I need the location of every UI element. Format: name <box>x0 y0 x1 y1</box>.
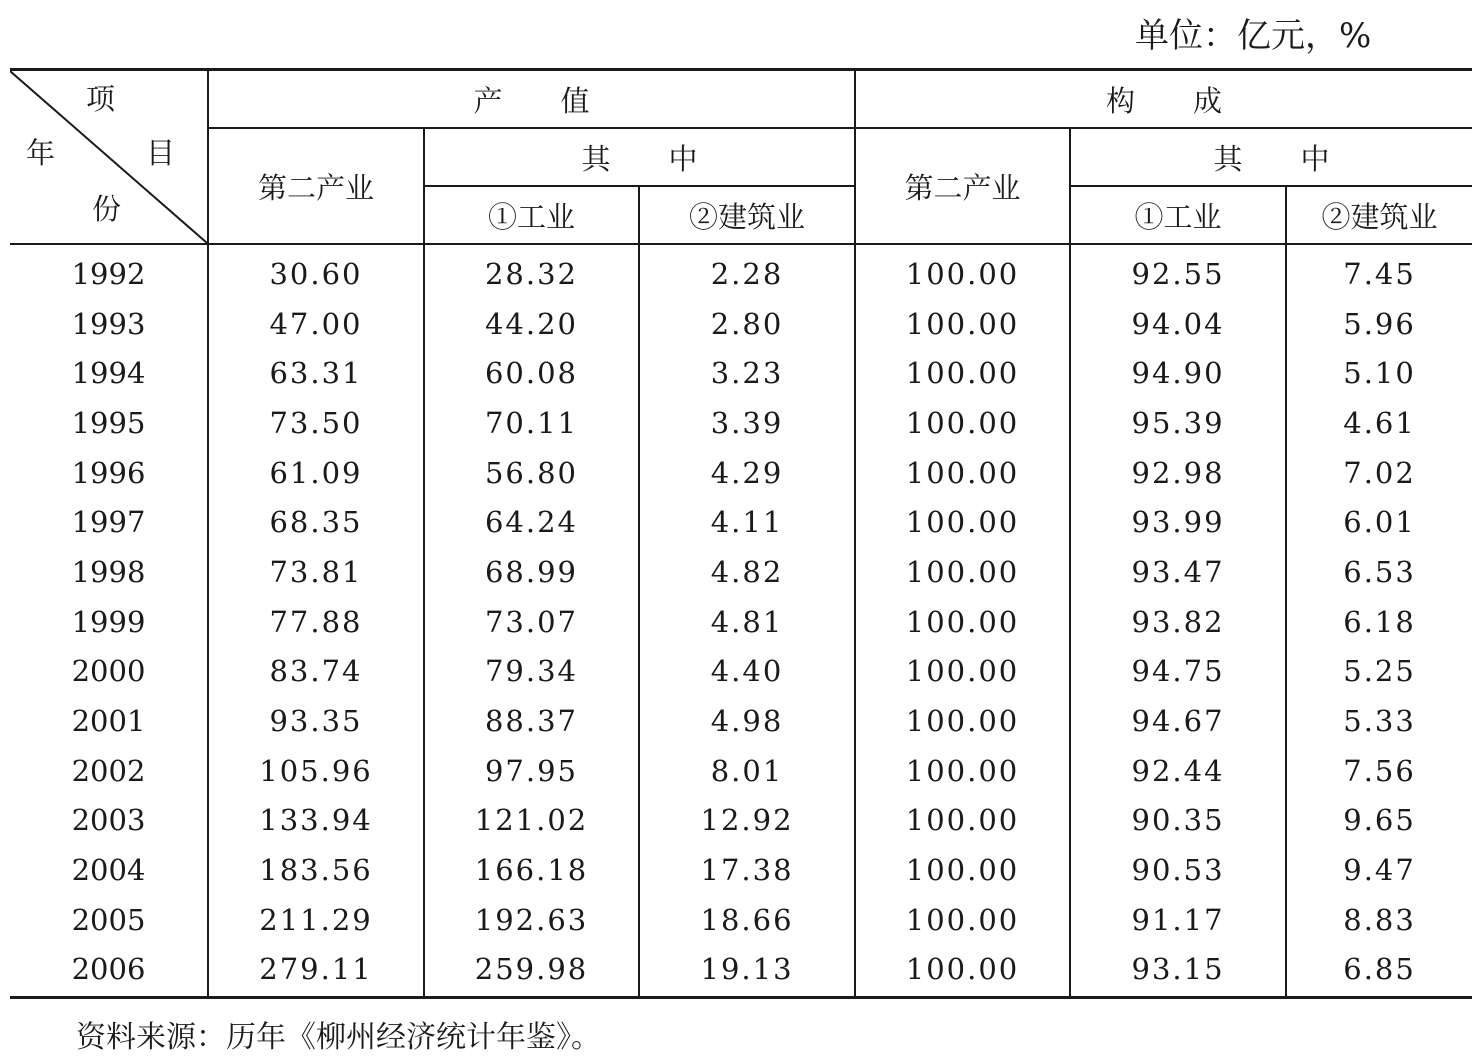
structure-secondary-cell: 100.00 <box>855 796 1070 846</box>
output-secondary-cell: 105.96 <box>208 746 424 796</box>
corner-label-year: 年 <box>26 136 56 170</box>
output-industry-cell: 88.37 <box>424 696 639 746</box>
structure-secondary-cell: 100.00 <box>855 895 1070 945</box>
structure-industry-cell: 94.67 <box>1070 696 1286 746</box>
year-cell: 2001 <box>10 696 208 746</box>
structure-secondary-cell: 100.00 <box>855 547 1070 597</box>
structure-secondary-cell: 100.00 <box>855 845 1070 895</box>
output-secondary-cell: 61.09 <box>208 448 424 498</box>
output-industry-header: ①工业 <box>424 186 639 244</box>
source-note: 资料来源：历年《柳州经济统计年鉴》。 <box>76 1020 601 1055</box>
structure-secondary-cell: 100.00 <box>855 497 1070 547</box>
output-construction-header: ②建筑业 <box>639 186 855 244</box>
year-cell: 2003 <box>10 796 208 846</box>
structure-secondary-cell: 100.00 <box>855 348 1070 398</box>
structure-industry-cell: 92.98 <box>1070 448 1286 498</box>
year-cell: 1992 <box>10 244 208 299</box>
structure-construction-cell: 5.33 <box>1343 704 1416 739</box>
output-industry-cell: 121.02 <box>424 796 639 846</box>
structure-secondary-cell: 100.00 <box>855 448 1070 498</box>
table-row <box>10 647 1472 697</box>
output-secondary-cell: 279.11 <box>208 945 424 998</box>
unit-label: 单位：亿元，% <box>1135 16 1372 56</box>
structure-group-header: 构 成 <box>855 70 1472 129</box>
structure-industry-cell: 94.04 <box>1070 299 1286 349</box>
corner-label-mu: 目 <box>146 136 176 170</box>
structure-construction-cell: 6.53 <box>1343 554 1416 589</box>
output-construction-cell: 18.66 <box>639 895 855 945</box>
structure-industry-cell: 90.35 <box>1070 796 1286 846</box>
output-secondary-cell: 68.35 <box>208 497 424 547</box>
output-secondary-cell: 73.50 <box>208 398 424 448</box>
year-cell: 1997 <box>10 497 208 547</box>
structure-construction-cell: 6.01 <box>1343 505 1416 540</box>
output-construction-cell: 3.23 <box>639 348 855 398</box>
structure-construction-cell: 7.02 <box>1343 455 1416 490</box>
structure-secondary-cell: 100.00 <box>855 398 1070 448</box>
output-secondary-cell: 30.60 <box>208 244 424 299</box>
table-row <box>10 597 1472 647</box>
structure-secondary-cell: 100.00 <box>855 746 1070 796</box>
year-cell: 1994 <box>10 348 208 398</box>
output-of-which-header: 其 中 <box>424 128 855 186</box>
output-secondary-cell: 133.94 <box>208 796 424 846</box>
output-construction-cell: 4.40 <box>639 647 855 697</box>
year-cell: 2004 <box>10 845 208 895</box>
year-cell: 1993 <box>10 299 208 349</box>
table-row <box>10 895 1472 945</box>
output-industry-cell: 166.18 <box>424 845 639 895</box>
output-industry-cell: 64.24 <box>424 497 639 547</box>
structure-secondary-cell: 100.00 <box>855 299 1070 349</box>
output-industry-cell: 28.32 <box>424 244 639 299</box>
year-cell: 2006 <box>10 945 208 998</box>
output-construction-cell: 2.28 <box>639 244 855 299</box>
structure-construction-cell: 4.61 <box>1343 405 1416 440</box>
table-row <box>10 696 1472 746</box>
year-cell: 2000 <box>10 647 208 697</box>
year-cell: 1996 <box>10 448 208 498</box>
table-row <box>10 398 1472 448</box>
corner-header-cell <box>10 70 208 245</box>
structure-construction-cell: 9.65 <box>1343 803 1416 838</box>
output-construction-cell: 3.39 <box>639 398 855 448</box>
table-row <box>10 448 1472 498</box>
structure-industry-cell: 94.75 <box>1070 647 1286 697</box>
output-secondary-cell: 83.74 <box>208 647 424 697</box>
output-industry-cell: 97.95 <box>424 746 639 796</box>
output-industry-cell: 192.63 <box>424 895 639 945</box>
output-industry-cell: 68.99 <box>424 547 639 597</box>
output-construction-cell: 4.11 <box>639 497 855 547</box>
output-secondary-cell: 77.88 <box>208 597 424 647</box>
output-industry-cell: 44.20 <box>424 299 639 349</box>
structure-secondary-cell: 100.00 <box>855 647 1070 697</box>
structure-industry-cell: 93.15 <box>1070 945 1286 998</box>
output-construction-cell: 19.13 <box>639 945 855 998</box>
output-construction-cell: 4.29 <box>639 448 855 498</box>
structure-industry-cell: 93.99 <box>1070 497 1286 547</box>
structure-industry-cell: 91.17 <box>1070 895 1286 945</box>
structure-industry-cell: 95.39 <box>1070 398 1286 448</box>
output-construction-cell: 8.01 <box>639 746 855 796</box>
output-secondary-cell: 93.35 <box>208 696 424 746</box>
output-secondary-cell: 63.31 <box>208 348 424 398</box>
output-industry-cell: 79.34 <box>424 647 639 697</box>
output-construction-cell: 4.82 <box>639 547 855 597</box>
structure-construction-cell: 6.85 <box>1286 945 1472 998</box>
structure-construction-cell: 6.18 <box>1343 604 1416 639</box>
table-row <box>10 945 1472 998</box>
structure-secondary-cell: 100.00 <box>855 696 1070 746</box>
structure-secondary-cell: 100.00 <box>855 597 1070 647</box>
table-row <box>10 497 1472 547</box>
output-industry-cell: 56.80 <box>424 448 639 498</box>
year-cell: 1999 <box>10 597 208 647</box>
output-secondary-header: 第二产业 <box>208 128 424 244</box>
output-construction-cell: 4.81 <box>639 597 855 647</box>
structure-construction-cell: 8.83 <box>1343 902 1416 937</box>
table-row <box>10 547 1472 597</box>
structure-of-which-header: 其 中 <box>1070 128 1472 186</box>
table-row <box>10 348 1472 398</box>
structure-secondary-header: 第二产业 <box>855 128 1070 244</box>
output-construction-cell: 12.92 <box>639 796 855 846</box>
output-industry-cell: 60.08 <box>424 348 639 398</box>
output-secondary-cell: 47.00 <box>208 299 424 349</box>
table-row <box>10 244 1472 299</box>
corner-label-fen: 份 <box>92 192 122 226</box>
structure-construction-cell: 5.96 <box>1343 306 1416 341</box>
output-construction-cell: 2.80 <box>639 299 855 349</box>
output-industry-cell: 70.11 <box>424 398 639 448</box>
structure-industry-cell: 92.55 <box>1070 244 1286 299</box>
table-row <box>10 299 1472 349</box>
structure-secondary-cell: 100.00 <box>855 244 1070 299</box>
structure-industry-cell: 93.82 <box>1070 597 1286 647</box>
output-secondary-cell: 183.56 <box>208 845 424 895</box>
year-cell: 1998 <box>10 547 208 597</box>
structure-construction-cell: 5.25 <box>1343 654 1416 689</box>
table-row <box>10 845 1472 895</box>
output-secondary-cell: 73.81 <box>208 547 424 597</box>
structure-construction-cell: 7.56 <box>1343 753 1416 788</box>
structure-industry-cell: 94.90 <box>1070 348 1286 398</box>
year-cell: 2005 <box>10 895 208 945</box>
output-industry-cell: 259.98 <box>424 945 639 998</box>
output-construction-cell: 17.38 <box>639 845 855 895</box>
structure-industry-cell: 93.47 <box>1070 547 1286 597</box>
structure-construction-cell: 7.45 <box>1343 256 1416 291</box>
statistics-table <box>10 68 1472 999</box>
structure-industry-header: ①工业 <box>1070 186 1286 244</box>
structure-construction-cell: 5.10 <box>1343 356 1416 391</box>
corner-label-item: 项 <box>86 82 116 116</box>
year-cell: 2002 <box>10 746 208 796</box>
year-cell: 1995 <box>10 398 208 448</box>
table-row <box>10 796 1472 846</box>
output-group-header: 产 值 <box>208 70 855 129</box>
table-row <box>10 746 1472 796</box>
structure-construction-header: ②建筑业 <box>1286 186 1472 244</box>
output-industry-cell: 73.07 <box>424 597 639 647</box>
structure-secondary-cell: 100.00 <box>855 945 1070 998</box>
structure-industry-cell: 90.53 <box>1070 845 1286 895</box>
output-secondary-cell: 211.29 <box>208 895 424 945</box>
output-construction-cell: 4.98 <box>639 696 855 746</box>
structure-industry-cell: 92.44 <box>1070 746 1286 796</box>
structure-construction-cell: 9.47 <box>1343 853 1416 888</box>
